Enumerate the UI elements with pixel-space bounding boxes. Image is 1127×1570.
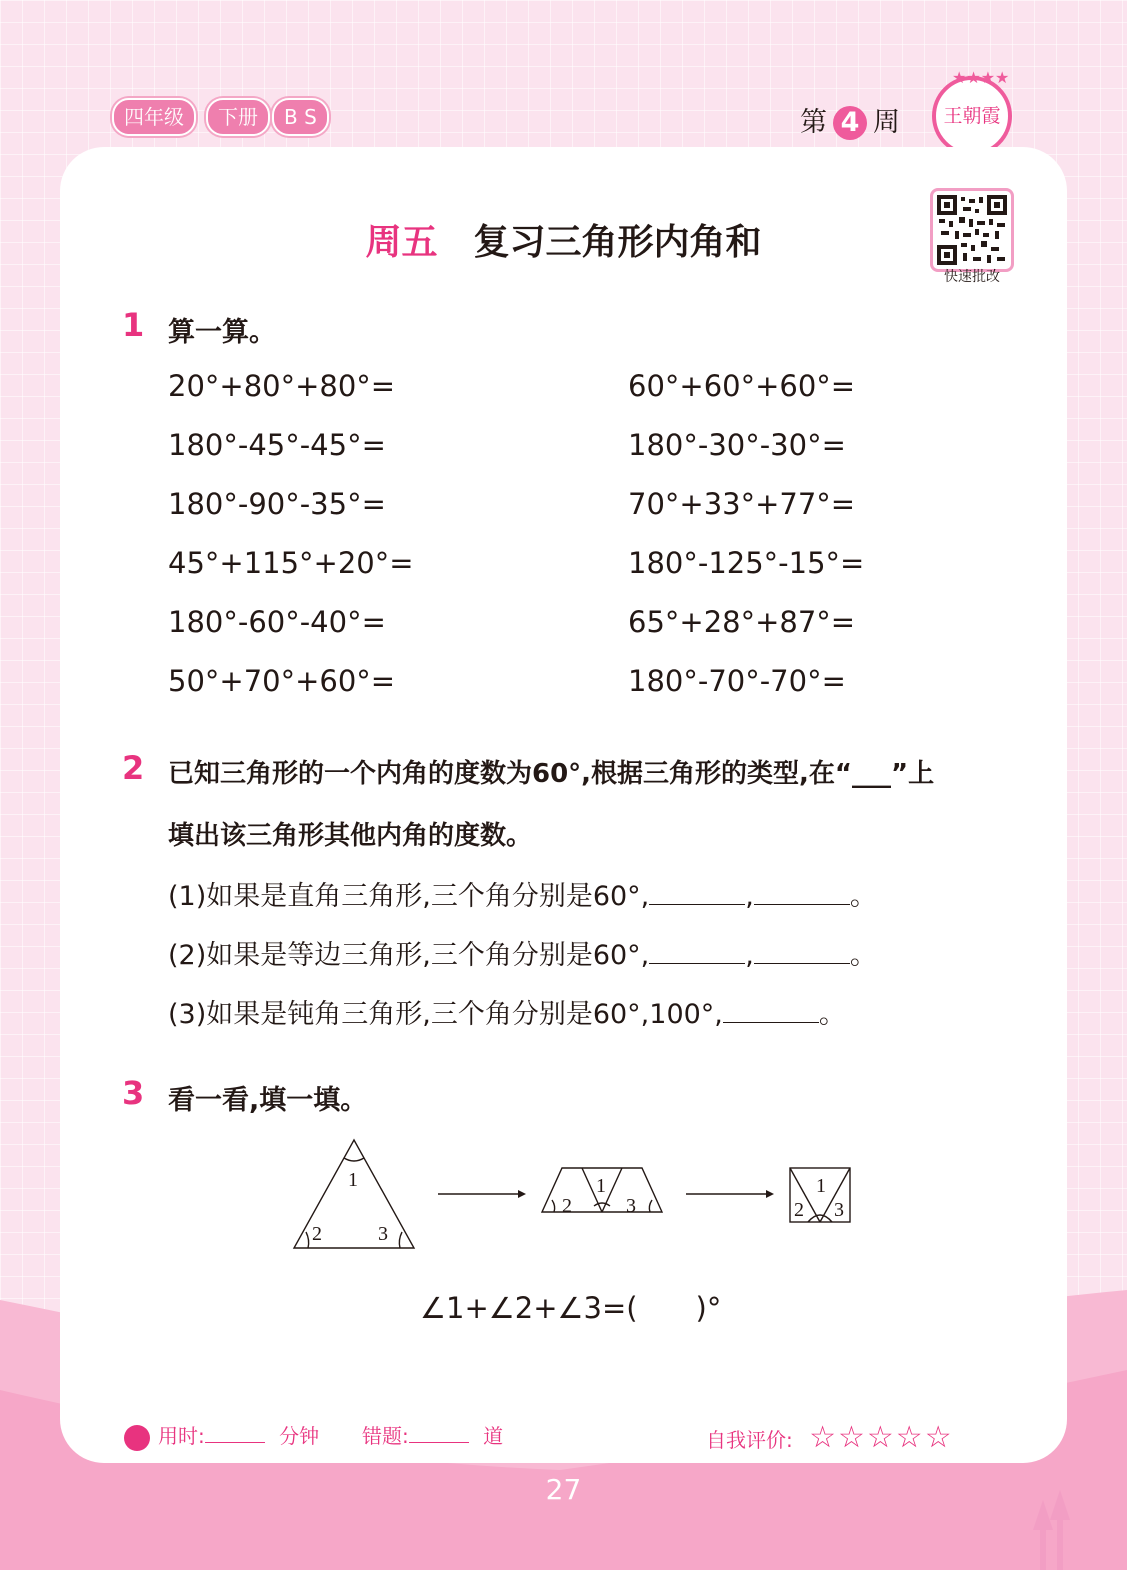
answer-blank[interactable] [754,884,850,905]
question-2-sub-1 [168,874,877,913]
angle-label-2: 2 [794,1199,804,1221]
angle-label-1: 1 [596,1175,606,1197]
time-unit: 分钟 [279,1424,320,1448]
week-indicator [800,100,900,140]
logo-text: 王朝霞 [943,105,1001,127]
question-3-prompt: 看一看,填一填。 [168,1085,368,1116]
question-1-number: 1 [122,306,145,344]
volume-tag: 下册 [206,98,270,136]
triangle-angle-diagram [290,1136,860,1256]
footer-errors [362,1420,503,1449]
brand-logo [932,68,1012,156]
answer-blank[interactable] [754,943,850,964]
expression-left-4: 45°+115°+20°= [168,546,414,580]
question-2-line-2: 填出该三角形其他内角的度数。 [168,821,533,851]
week-number-badge: 4 [833,106,867,140]
grade-tag: 四年级 [112,98,196,136]
expression-left-6: 50°+70°+60°= [168,664,396,698]
question-2-sub-2 [168,933,877,972]
angle-label-3: 3 [626,1195,636,1217]
edition-tag: B S [272,98,329,136]
expression-right-4: 180°-125°-15°= [628,546,865,580]
rating-label: 自我评价: [706,1428,793,1452]
star-rating[interactable]: ☆☆☆☆☆ [809,1420,954,1455]
sub-2-text: (2)如果是等边三角形,三个角分别是60°, [168,940,650,971]
time-label: 用时: [158,1424,205,1448]
answer-blank[interactable] [649,884,745,905]
footer-rating [706,1420,954,1455]
question-1-prompt: 算一算。 [168,317,276,348]
crown-icon: ★★★★ [952,68,1010,87]
question-3-number: 3 [122,1074,145,1112]
page-number: 27 [545,1473,582,1506]
expression-right-2: 180°-30°-30°= [628,428,846,462]
sub-1-text: (1)如果是直角三角形,三个角分别是60°, [168,881,650,912]
expression-right-5: 65°+28°+87°= [628,605,856,639]
expression-right-1: 60°+60°+60°= [628,369,856,403]
period: 。 [818,999,846,1030]
qr-label: 快速批改 [944,269,1000,285]
stopwatch-icon [124,1425,150,1451]
errors-label: 错题: [362,1424,409,1448]
expression-left-3: 180°-90°-35°= [168,487,386,521]
week-prefix: 第 [800,107,827,138]
comma: , [745,940,754,971]
sub-3-text: (3)如果是钝角三角形,三个角分别是60°,100°, [168,999,723,1030]
errors-blank[interactable] [409,1422,469,1443]
expression-right-3: 70°+33°+77°= [628,487,856,521]
title-text: 复习三角形内角和 [473,222,762,263]
answer-blank[interactable] [723,1002,819,1023]
errors-unit: 道 [483,1424,504,1448]
expression-left-5: 180°-60°-40°= [168,605,386,639]
footer-time [124,1420,319,1451]
comma: , [745,881,754,912]
time-blank[interactable] [205,1422,265,1443]
period: 。 [849,881,877,912]
question-2-number: 2 [122,749,145,787]
angle-sum-equation: ∠1+∠2+∠3=( )° [420,1291,722,1325]
angle-label-1: 1 [816,1175,826,1197]
question-2-line-1: 已知三角形的一个内角的度数为60°,根据三角形的类型,在“___”上 [168,759,935,789]
qr-code-icon[interactable] [930,188,1014,272]
period: 。 [849,940,877,971]
angle-label-2: 2 [562,1195,572,1217]
expression-left-2: 180°-45°-45°= [168,428,386,462]
week-suffix: 周 [873,107,900,138]
angle-label-2: 2 [312,1223,322,1245]
angle-label-3: 3 [378,1223,388,1245]
expression-left-1: 20°+80°+80°= [168,369,396,403]
angle-label-3: 3 [834,1199,844,1221]
angle-label-1: 1 [348,1169,358,1191]
answer-blank[interactable] [649,943,745,964]
title-day: 周五 [365,222,438,263]
question-2-sub-3 [168,992,846,1031]
expression-right-6: 180°-70°-70°= [628,664,846,698]
